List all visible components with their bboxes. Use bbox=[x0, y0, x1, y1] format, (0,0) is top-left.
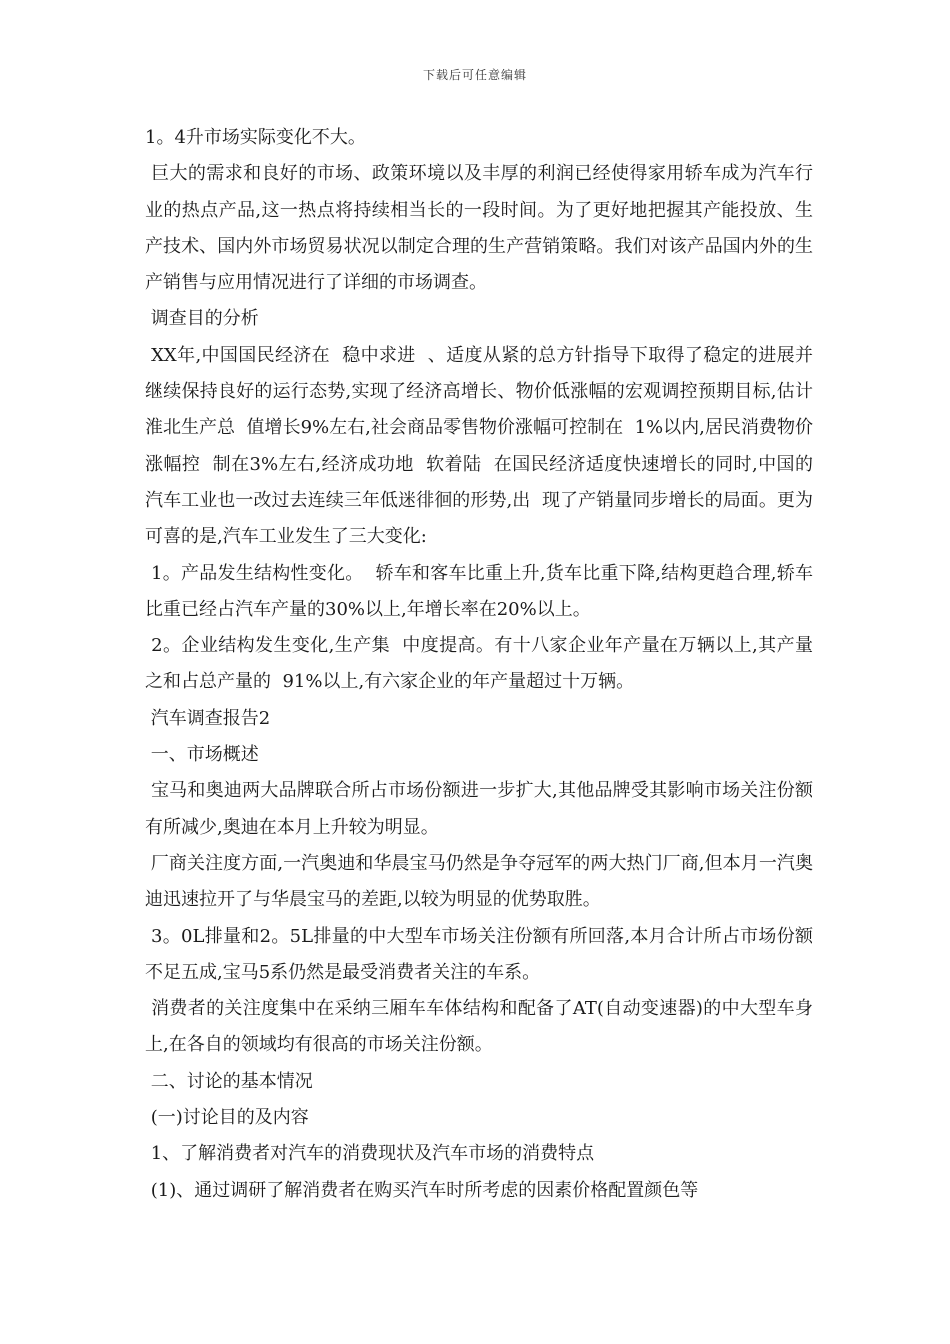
subsection-heading-purpose-content: (一)讨论目的及内容 bbox=[145, 1107, 309, 1129]
list-item-4: (1)、通过调研了解消费者在购买汽车时所考虑的因素价格配置颜色等 bbox=[145, 1179, 699, 1201]
page-header-note: 下载后可任意编辑 bbox=[422, 68, 527, 82]
paragraph-2: 巨大的需求和良好的市场、政策环境以及丰厚的利润已经使得家用轿车成为汽车行业的热点产品,这一热点将持续相当长的一段时间。为了更好地把握其产能投放、生产技术、国内外市场贸易状况以制定合理的生产营销策略。我们对该产品国内外的生产销售与应用情况进行了详细的市场调查。 bbox=[145, 163, 813, 294]
list-item-2: 2。企业结构发生变化,生产集 中度提高。有十八家企业年产量在万辆以上,其产量之和占总产量的 91%以上,有六家企业的年产量超过十万辆。 bbox=[145, 635, 813, 693]
section-heading-basic-situation: 二、讨论的基本情况 bbox=[145, 1070, 313, 1092]
section-heading-market-overview: 一、市场概述 bbox=[145, 744, 259, 766]
list-item-3: 1、了解消费者对汽车的消费现状及汽车市场的消费特点 bbox=[145, 1143, 595, 1165]
paragraph-1: 1。4升市场实际变化不大。 bbox=[145, 127, 366, 148]
report-title-2: 汽车调查报告2 bbox=[145, 707, 271, 729]
paragraph-3: XX年,中国国民经济在 稳中求进 、适度从紧的总方针指导下取得了稳定的进展并 继续保持良好的运行态势,实现了经济高增长、物价低涨幅的宏观调控预期目标,估计淮北生产总 值增长9%左右,社会商品零售物价涨幅可控制在 1%以内,居民消费物价涨幅控 制在3%左右,经济成功地 软着陆 在国民经济适度快速增长的同时,中国的汽车工业也一改过去连续三年低迷徘徊的形势,出 现了产销量同步增长的局面。更为可喜的是,汽车工业发生了三大变化: bbox=[145, 344, 825, 548]
paragraph-5: 厂商关注度方面,一汽奥迪和华晨宝马仍然是争夺冠军的两大热门厂商,但本月一汽奥迪迅速拉开了与华晨宝马的差距,以较为明显的优势取胜。 bbox=[145, 852, 813, 911]
section-heading-survey-purpose: 调查目的分析 bbox=[145, 308, 259, 330]
paragraph-4: 宝马和奥迪两大品牌联合所占市场份额进一步扩大,其他品牌受其影响市场关注份额有所减少,奥迪在本月上升较为明显。 bbox=[145, 780, 813, 838]
paragraph-6: 3。0L排量和2。5L排量的中大型车市场关注份额有所回落,本月合计所占市场份额不足五成,宝马5系仍然是最受消费者关注的车系。 bbox=[145, 925, 813, 983]
list-item-1: 1。产品发生结构性变化。 轿车和客车比重上升,货车比重下降,结构更趋合理,轿车比重已经占汽车产量的30%以上,年增长率在20%以上。 bbox=[145, 562, 813, 620]
paragraph-7: 消费者的关注度集中在采纳三厢车车体结构和配备了AT(自动变速器)的中大型车身上,在各自的领域均有很高的市场关注份额。 bbox=[145, 998, 813, 1056]
document-body bbox=[145, 120, 825, 1209]
